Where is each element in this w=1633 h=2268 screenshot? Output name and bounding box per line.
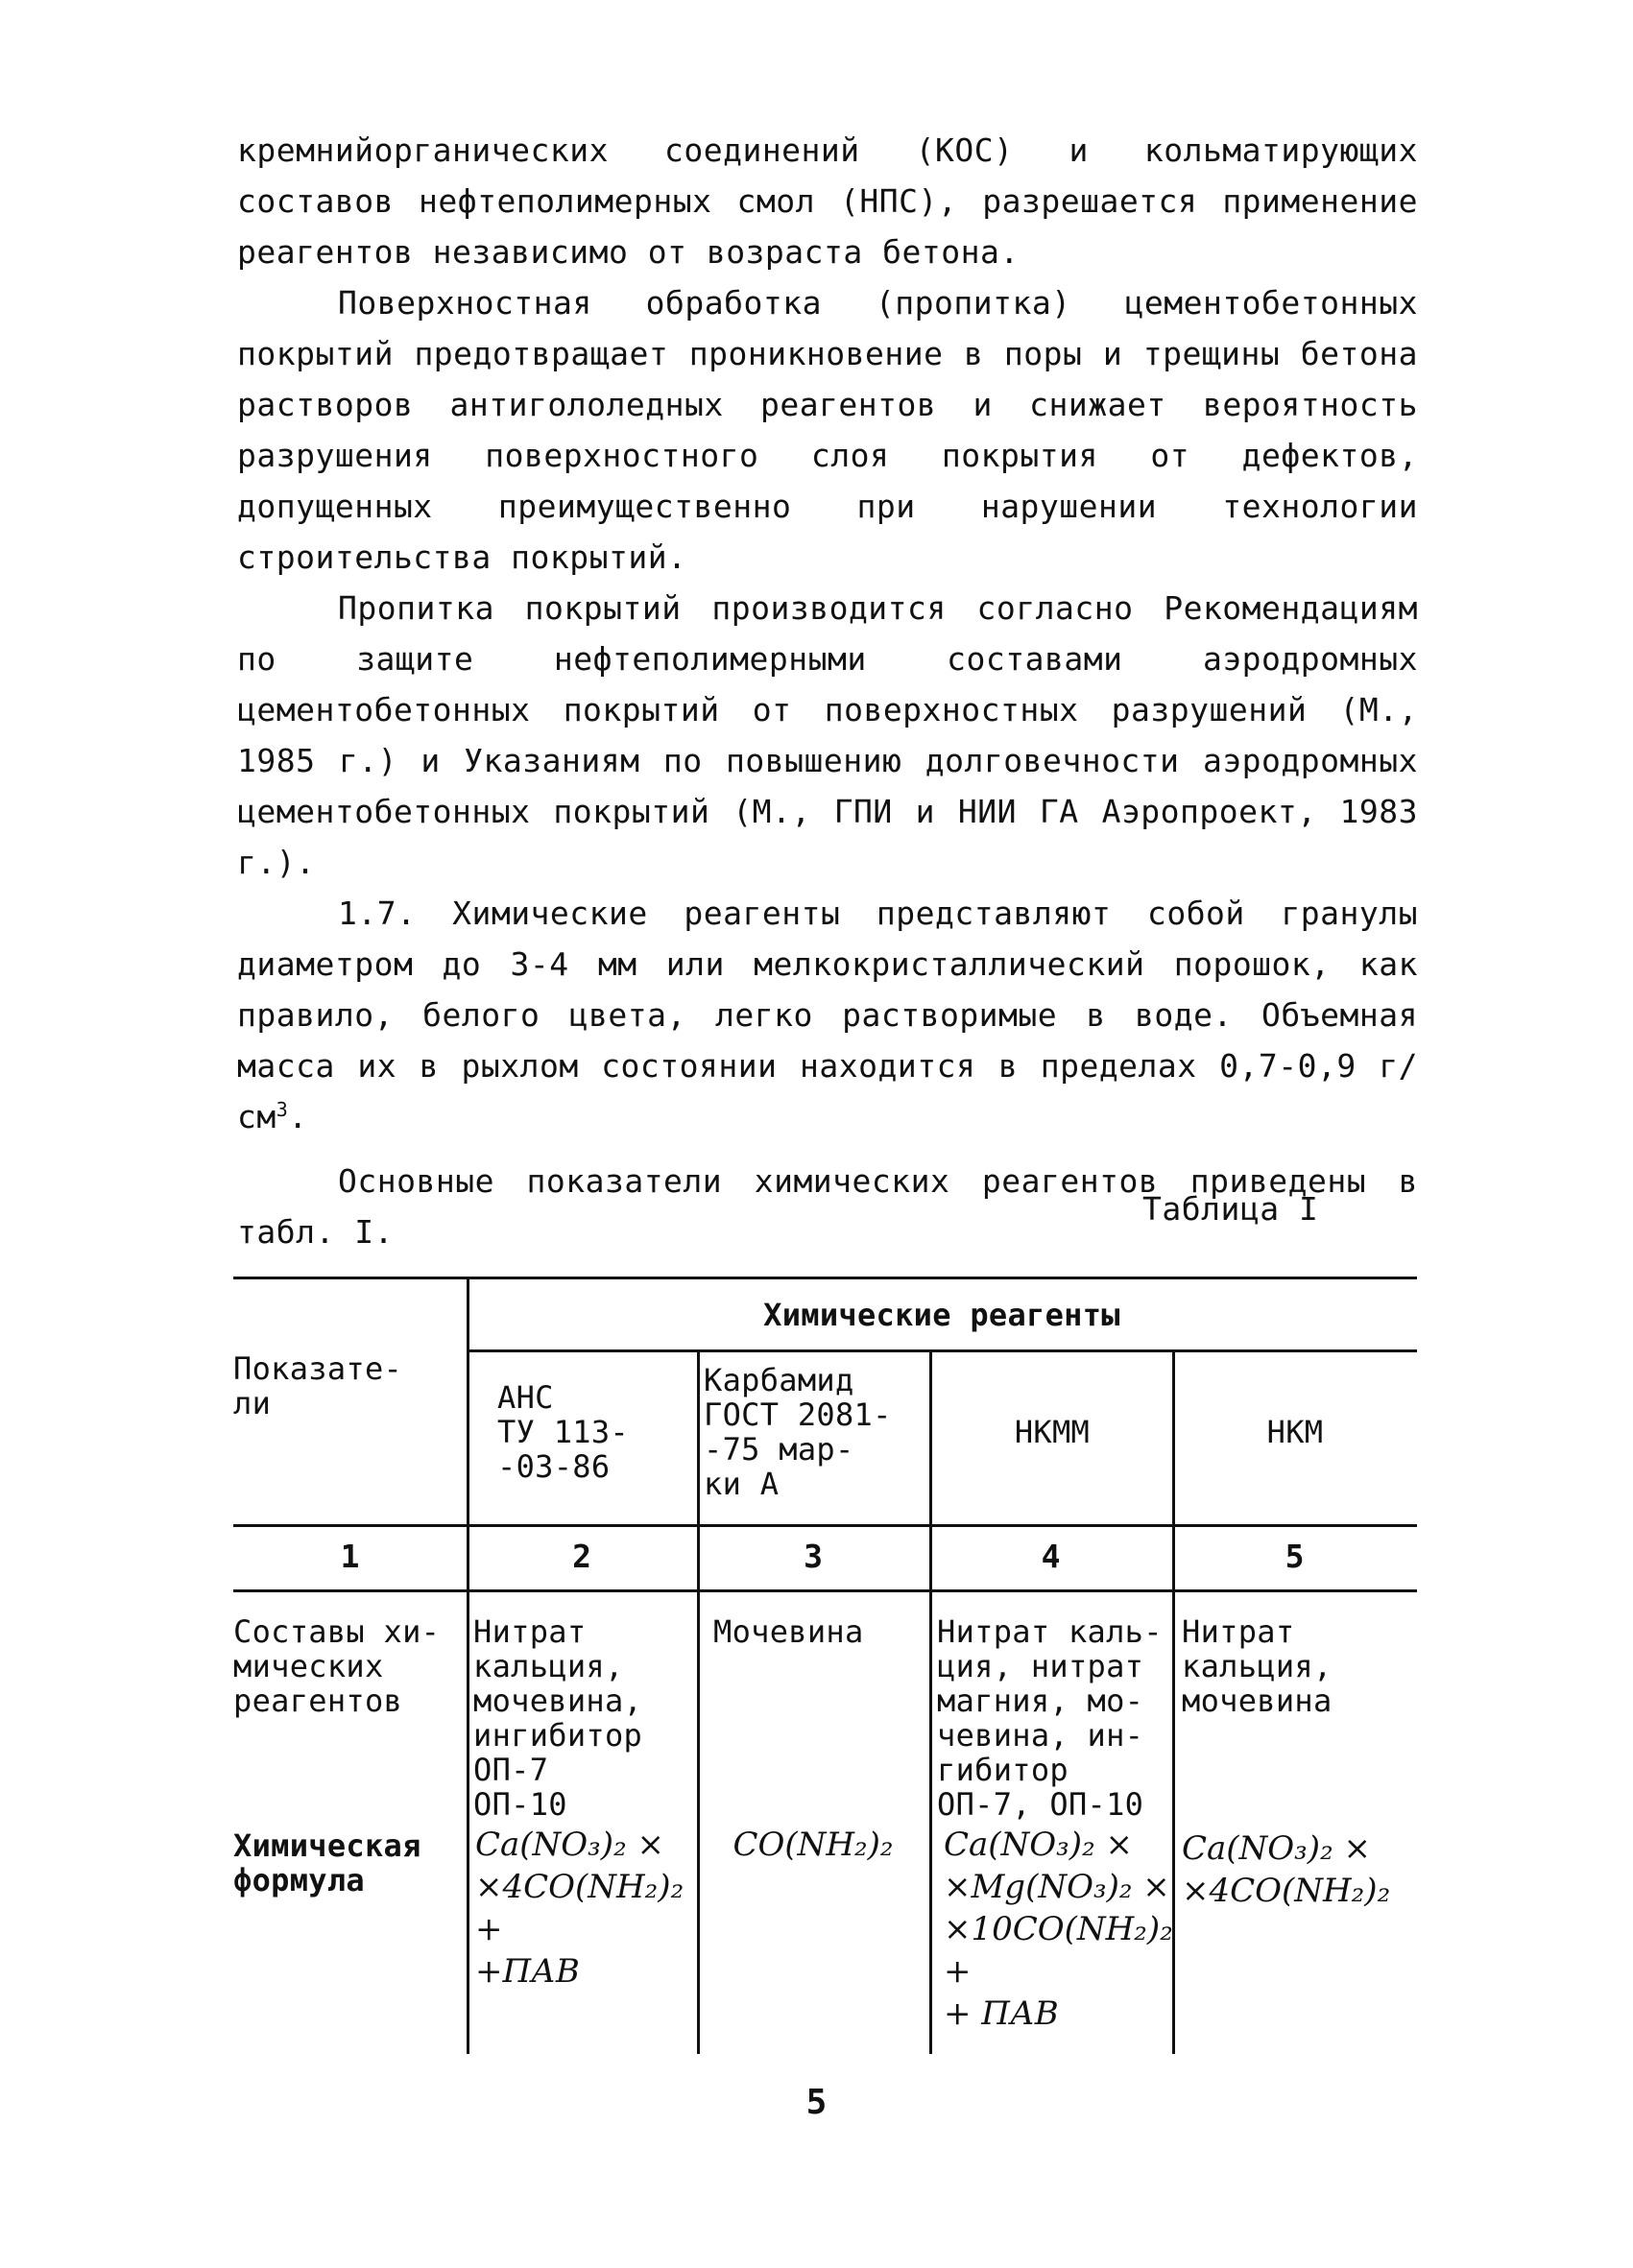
composition-karbamid: Мочевина <box>713 1613 864 1650</box>
paragraph-2: Поверхностная обработка (пропитка) цементобетонных покрытий предотвращает проникновение в поры и трещины бетона растворов антигололедных реагентов и снижает вероятность разрушения поверхностного слоя покрытия от дефектов, допущенных преимущественно при нарушении технологии строительства покрытий. <box>237 284 1418 576</box>
col-divider-3 <box>929 1349 932 2054</box>
column-number-2: 2 <box>572 1538 591 1575</box>
reagents-table <box>233 1277 1417 2054</box>
paragraph-3: Пропитка покрытий производится согласно Рекомендациям по защите нефтеполимерными составами аэродромных цементобетонных покрытий от поверхностных разрушений (М., 1985 г.) и Указаниям по повышению долговечности аэродромных цементобетонных покрытий (М., ГПИ и НИИ ГА Аэропроект, 1983 г.). <box>237 589 1418 881</box>
paragraph-4 <box>237 888 1418 1142</box>
formula-nkm: Ca(NO₃)₂ × ×4CO(NH₂)₂ <box>1182 1829 1391 1910</box>
column-number-1: 1 <box>340 1538 360 1575</box>
column-header-ans: АНС ТУ 113- -03-86 <box>497 1379 629 1485</box>
header-group: Химические реагенты <box>763 1297 1120 1333</box>
formula-karbamid: CO(NH₂)₂ <box>732 1826 894 1864</box>
composition-nkm: Нитрат кальция, мочевина <box>1182 1613 1333 1719</box>
column-header-nkmm: НКММ <box>1014 1414 1091 1450</box>
col-divider-1 <box>467 1277 469 2054</box>
formula-ans: Ca(NO₃)₂ × ×4CO(NH₂)₂ + +ПАВ <box>475 1826 684 1991</box>
column-number-3: 3 <box>804 1538 823 1575</box>
unit-superscript: 3 <box>276 1098 289 1121</box>
paragraph-4-text: 1.7. Химические реагенты представляют собой гранулы диаметром до 3-4 мм или мелкокристаллический порошок, как правило, белого цвета, легко растворимые в воде. Объемная масса их в рыхлом состоянии находится в пределах 0,7-0,9 г/см <box>237 895 1418 1135</box>
group-header-rule <box>467 1349 1417 1352</box>
body-text <box>237 125 1418 1257</box>
paragraph-5: Основные показатели химических реагентов приведены в табл. I. <box>237 1162 1418 1251</box>
formula-nkmm: Ca(NO₃)₂ × ×Mg(NO₃)₂ × ×10CO(NH₂)₂ + + ПАВ <box>944 1826 1173 2033</box>
composition-ans: Нитрат кальция, мочевина, ингибитор ОП-7 ОП-10 <box>473 1613 643 1823</box>
page-number: 5 <box>805 2083 828 2122</box>
column-number-5: 5 <box>1285 1538 1305 1575</box>
paragraph-1: кремнийорганических соединений (КОС) и кольматирующих составов нефтеполимерных смол (НПС), разрешается применение реагентов независимо от возраста бетона. <box>237 131 1418 271</box>
table-top-rule <box>233 1277 1417 1279</box>
numbers-bottom-rule <box>233 1589 1417 1592</box>
header-bottom-rule <box>233 1524 1417 1527</box>
column-header-nkm: НКМ <box>1266 1414 1324 1450</box>
column-number-4: 4 <box>1041 1538 1061 1575</box>
header-indicator: Показате- ли <box>233 1350 403 1421</box>
row-label-formula: Химическая формула <box>233 1827 421 1898</box>
col-divider-2 <box>697 1349 700 2054</box>
column-header-karbamid: Карбамид ГОСТ 2081- -75 мар- ки А <box>704 1362 892 1502</box>
composition-nkmm: Нитрат каль- ция, нитрат магния, мо- чевина, ин- гибитор ОП-7, ОП-10 <box>937 1613 1163 1823</box>
table-title: Таблица I <box>1142 1190 1319 1228</box>
paragraph-4-tail: . <box>288 1098 308 1135</box>
row-label-compositions: Составы хи- мических реагентов <box>233 1613 441 1719</box>
